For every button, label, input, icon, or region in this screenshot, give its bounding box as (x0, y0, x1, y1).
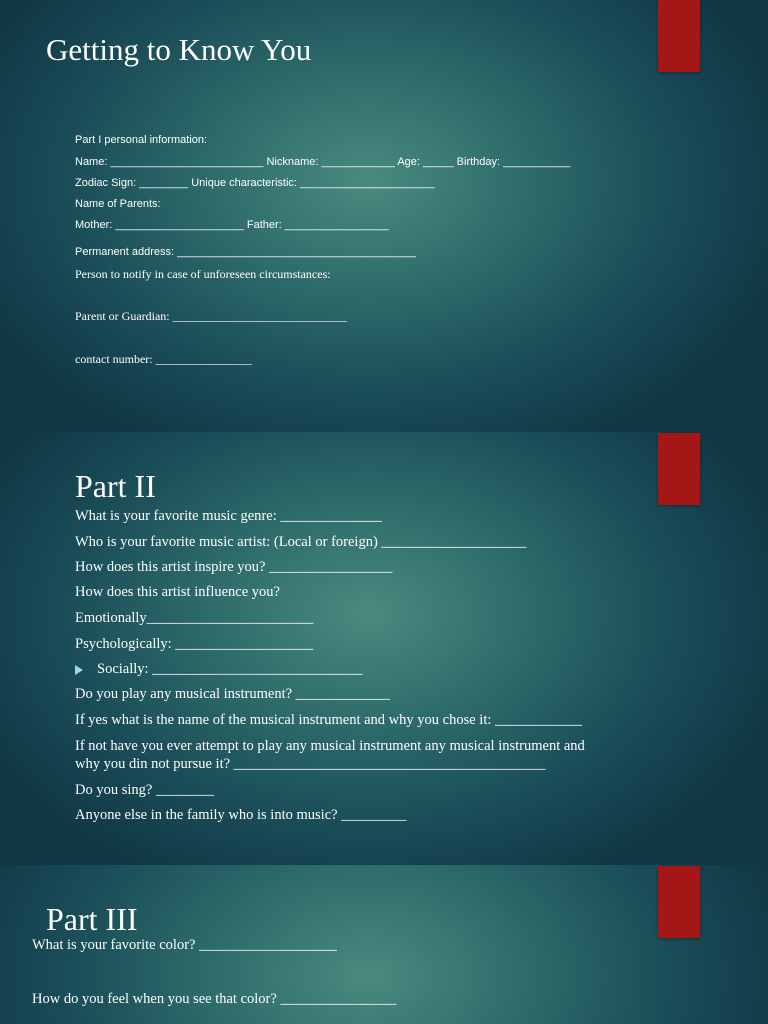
question-line: Do you play any musical instrument? _____________ (75, 686, 390, 702)
red-accent-bar (658, 0, 700, 72)
triangle-bullet-icon (75, 665, 83, 675)
form-line-zodiac: Zodiac Sign: ________ Unique characteristic: ______________________ (75, 177, 435, 189)
question-line: Emotionally_______________________ (75, 610, 314, 626)
slide-title: Part II (75, 468, 156, 504)
question-line: Do you sing? ________ (75, 782, 214, 798)
form-line-address: Permanent address: _______________________________________ (75, 246, 416, 258)
question-line: How do you feel when you see that color? ________________ (32, 991, 397, 1007)
question-line: Anyone else in the family who is into music? _________ (75, 807, 407, 823)
form-line-part-i-heading: Part I personal information: (75, 134, 208, 146)
red-accent-bar (658, 866, 700, 938)
question-line: If not have you ever attempt to play any musical instrument any musical instrument and (75, 738, 585, 754)
question-line: How does this artist influence you? (75, 584, 280, 600)
question-line: If yes what is the name of the musical instrument and why you chose it: ____________ (75, 712, 583, 728)
form-line-parents: Name of Parents: (75, 198, 161, 210)
question-line: What is your favorite music genre: ______________ (75, 508, 382, 524)
question-line: Psychologically: ___________________ (75, 636, 314, 652)
form-line-notify: Person to notify in case of unforeseen circumstances: (75, 267, 331, 281)
question-line: What is your favorite color? ___________________ (32, 937, 337, 953)
slide-title: Getting to Know You (46, 32, 312, 67)
slide-title: Part III (46, 901, 138, 937)
slide-part-iii (0, 865, 768, 1024)
question-line: why you din not pursue it? ___________________________________________ (75, 756, 546, 772)
form-line-contact: contact number: ________________ (75, 352, 252, 366)
slide-getting-to-know-you (0, 0, 768, 432)
question-line: Who is your favorite music artist: (Local or foreign) ____________________ (75, 534, 527, 550)
form-line-name: Name: _________________________ Nickname: ____________ Age: _____ Birthday: ___________ (75, 156, 571, 168)
question-line: Socially: _____________________________ (97, 661, 363, 677)
red-accent-bar (658, 433, 700, 505)
form-line-mother-father: Mother: _____________________ Father: _________________ (75, 219, 389, 231)
question-line: How does this artist inspire you? _________________ (75, 559, 393, 575)
form-line-guardian: Parent or Guardian: _____________________________ (75, 309, 347, 323)
slide-part-ii (0, 432, 768, 865)
